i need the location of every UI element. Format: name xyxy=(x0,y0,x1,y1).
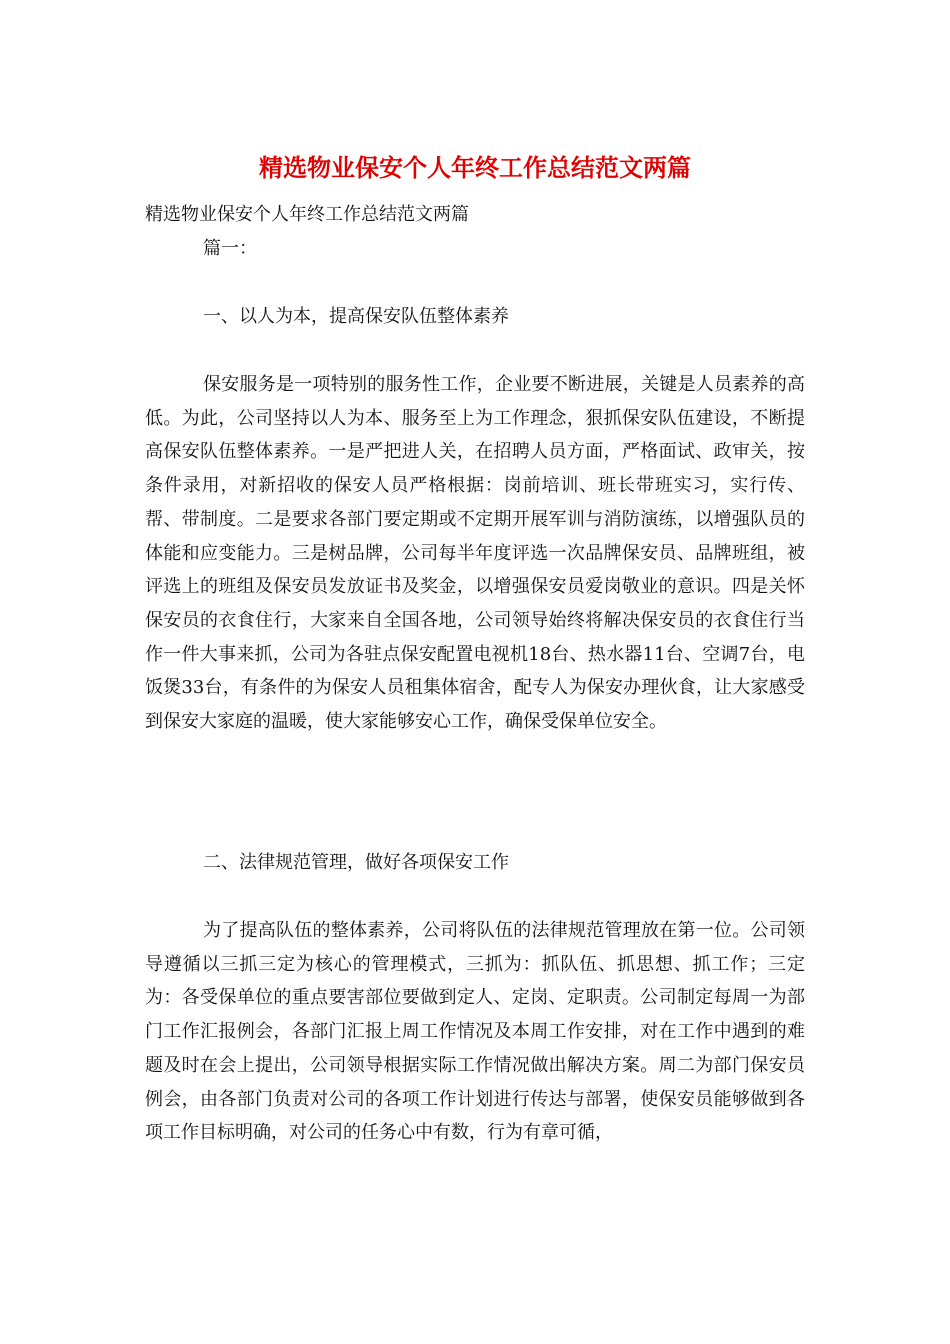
section-heading-2: 二、法律规范管理，做好各项保安工作 xyxy=(203,852,509,873)
document-subtitle: 精选物业保安个人年终工作总结范文两篇 xyxy=(145,204,469,225)
document-title: 精选物业保安个人年终工作总结范文两篇 xyxy=(259,153,691,182)
part-label: 篇一： xyxy=(203,238,257,259)
section-paragraph-1: 保安服务是一项特别的服务性工作，企业要不断进展，关键是人员素养的高低。为此，公司坚持以人为本、服务至上为工作理念，狠抓保安队伍建设，不断提高保安队伍整体素养。一是严把进人关，在招聘人员方面，严格面试、政审关，按条件录用，对新招收的保安人员严格根据：岗前培训、班长带班实习，实行传、帮、带制度。二是要求各部门要定期或不定期开展军训与消防演练，以增强队员的体能和应变能力。三是树品牌，公司每半年度评选一次品牌保安员、品牌班组，被评选上的班组及保安员发放证书及奖金，以增强保安员爱岗敬业的意识。四是关怀保安员的衣食住行，大家来自全国各地，公司领导始终将解决保安员的衣食住行当作一件大事来抓，公司为各驻点保安配置电视机18台、热水器11台、空调7台，电饭煲33台，有条件的为保安人员租集体宿舍，配专人为保安办理伙食，让大家感受到保安大家庭的温暖，使大家能够安心工作，确保受保单位安全。 xyxy=(145,374,805,733)
section-heading-1: 一、以人为本，提高保安队伍整体素养 xyxy=(203,306,509,327)
section-paragraph-2: 为了提高队伍的整体素养，公司将队伍的法律规范管理放在第一位。公司领导遵循以三抓三定为核心的管理模式，三抓为：抓队伍、抓思想、抓工作；三定为：各受保单位的重点要害部位要做到定人、定岗、定职责。公司制定每周一为部门工作汇报例会，各部门汇报上周工作情况及本周工作安排，对在工作中遇到的难题及时在会上提出，公司领导根据实际工作情况做出解决方案。周二为部门保安员例会，由各部门负责对公司的各项工作计划进行传达与部署，使保安员能够做到各项工作目标明确，对公司的任务心中有数，行为有章可循， xyxy=(145,920,805,1144)
